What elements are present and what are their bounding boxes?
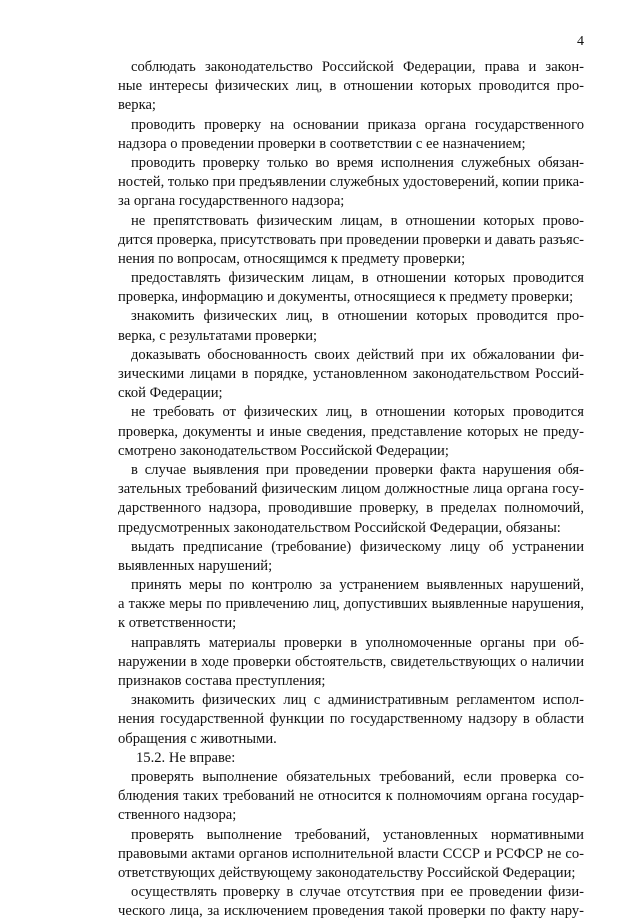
text-line: правовыми актами органов исполнительной власти СССР и РСФСР не со- [118, 845, 584, 862]
text-line: проверять выполнение обязательных требований, если проверка со- [131, 768, 584, 785]
text-line: обращения с животными. [118, 730, 277, 747]
text-line: направлять материалы проверки в уполномоченные органы при об- [131, 634, 584, 651]
text-line: принять меры по контролю за устранением выявленных нарушений, [131, 577, 584, 594]
text-line: не требовать от физических лиц, в отношении которых проводится [131, 404, 584, 421]
text-line: ные интересы физических лиц, в отношении которых проводится про- [118, 78, 584, 95]
text-line: надзора о проведении проверки в соответствии с ее назначением; [118, 135, 526, 152]
text-line: дарственного надзора, проводившие проверку, в пределах полномочий, [118, 500, 584, 517]
text-line: ческого лица, за исключением проведения такой проверки по факту нару- [118, 903, 584, 920]
text-line: а также меры по привлечению лиц, допустивших выявленные нарушения, [118, 596, 584, 613]
text-line: признаков состава преступления; [118, 673, 326, 689]
text-line: верка, с результатами проверки; [118, 327, 318, 344]
text-line: зательных требований физическим лицом должностные лица органа госу- [118, 481, 584, 498]
text-line: знакомить физических лиц, в отношении которых проводится про- [131, 308, 584, 325]
text-line: смотрено законодательством Российской Федерации; [118, 442, 449, 459]
text-line: наружении в ходе проверки обстоятельств, свидетельствующих о наличии [118, 653, 584, 670]
text-line: ственного надзора; [118, 807, 237, 824]
text-line: нения государственной функции по государственному надзору в области [118, 711, 584, 728]
section-heading: 15.2. Не вправе: [136, 749, 236, 766]
text-line: дится проверка, присутствовать при проведении проверки и давать разъяс- [118, 231, 585, 248]
text-line: ответствующих действующему законодательству Российской Федерации; [118, 864, 576, 881]
text-line: верка; [118, 97, 156, 114]
text-line: проверять выполнение требований, установленных нормативными [131, 826, 584, 843]
text-line: к ответственности; [118, 615, 237, 632]
text-line: доказывать обоснованность своих действий при их обжаловании фи- [131, 346, 584, 363]
text-line: осуществлять проверку в случае отсутствия при ее проведении физи- [131, 884, 584, 901]
document-body [118, 58, 584, 921]
text-line: выявленных нарушений; [118, 557, 273, 574]
text-line: проводить проверку на основании приказа органа государственного [131, 116, 584, 133]
page-number: 4 [577, 34, 584, 49]
text-line: нения по вопросам, относящимся к предмету проверки; [118, 250, 466, 267]
text-line: предоставлять физическим лицам, в отношении которых проводится [131, 270, 584, 287]
text-line: не препятствовать физическим лицам, в отношении которых прово- [131, 212, 584, 229]
text-line: ской Федерации; [118, 385, 223, 402]
text-line: за органа государственного надзора; [118, 193, 345, 210]
text-line: соблюдать законодательство Российской Федерации, права и закон- [131, 59, 584, 75]
text-line: проверка, информацию и документы, относящиеся к предмету проверки; [118, 289, 574, 306]
text-line: проверка, документы и иные сведения, представление которых не преду- [118, 423, 584, 440]
text-line: выдать предписание (требование) физическому лицу об устранении [131, 538, 584, 555]
text-line: зическими лицами в порядке, установленном законодательством Россий- [118, 366, 584, 382]
text-line: предусмотренных законодательством Российской Федерации, обязаны: [118, 519, 561, 536]
text-line: блюдения таких требований не относится к полномочиям органа государ- [118, 788, 584, 805]
text-line: ностей, только при предъявлении служебных удостоверений, копии прика- [118, 174, 584, 191]
text-line: в случае выявления при проведении проверки факта нарушения обя- [131, 461, 584, 478]
text-line: проводить проверку только во время исполнения служебных обязан- [131, 154, 584, 171]
text-line: знакомить физических лиц с административным регламентом испол- [131, 692, 584, 709]
